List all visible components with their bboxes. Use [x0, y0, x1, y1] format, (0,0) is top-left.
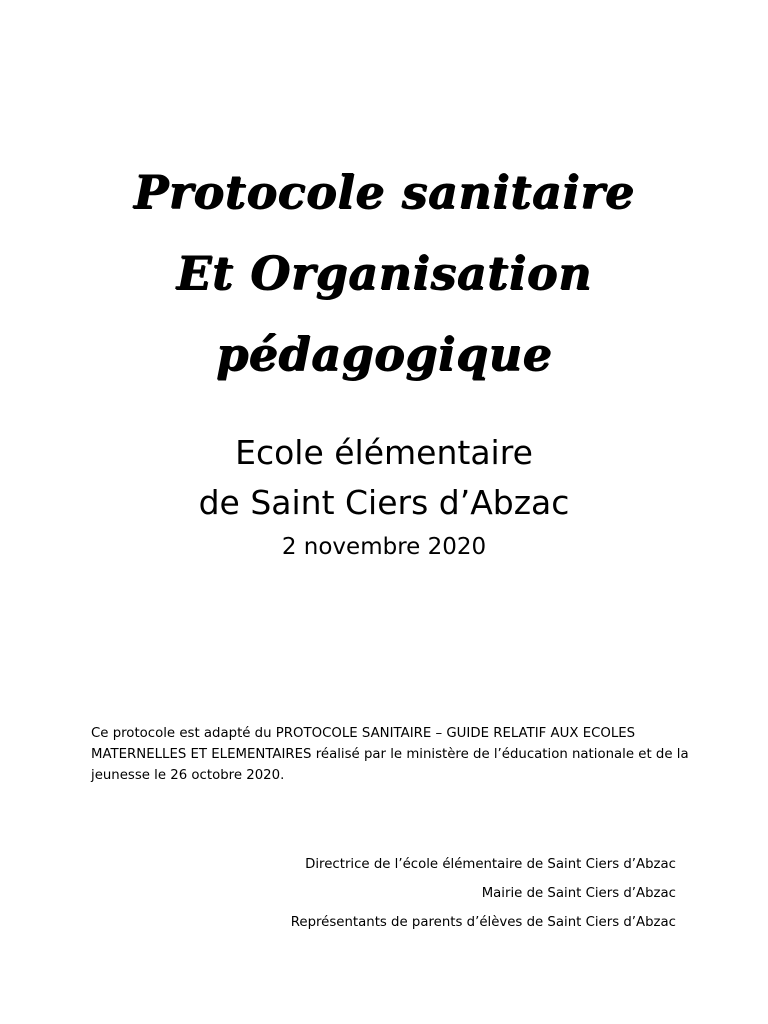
intro-paragraph: Ce protocole est adapté du PROTOCOLE SANITAIRE – GUIDE RELATIF AUX ECOLES MATERNELLES ET ELEMENTAIRES réalisé par le ministère de l’éducation nationale et de la jeunesse le 26 octobre 2020.	[91, 726, 689, 783]
title-line: Protocole sanitaire	[133, 165, 635, 219]
title-line: Et Organisation	[176, 246, 592, 300]
school-name-line: Ecole élémentaire	[235, 433, 533, 472]
school-name-line: de Saint Ciers d’Abzac	[198, 483, 570, 522]
signatory-line: Représentants de parents d’élèves de Saint Ciers d’Abzac	[290, 915, 676, 930]
school-heading	[0, 428, 768, 565]
signatories-block	[291, 850, 676, 937]
title-line: pédagogique	[215, 327, 553, 381]
signatory-line: Directrice de l’école élémentaire de Saint Ciers d’Abzac	[305, 857, 676, 872]
document-title	[0, 152, 768, 395]
document-date: 2 novembre 2020	[281, 534, 487, 560]
signatory-line: Mairie de Saint Ciers d’Abzac	[481, 886, 676, 901]
